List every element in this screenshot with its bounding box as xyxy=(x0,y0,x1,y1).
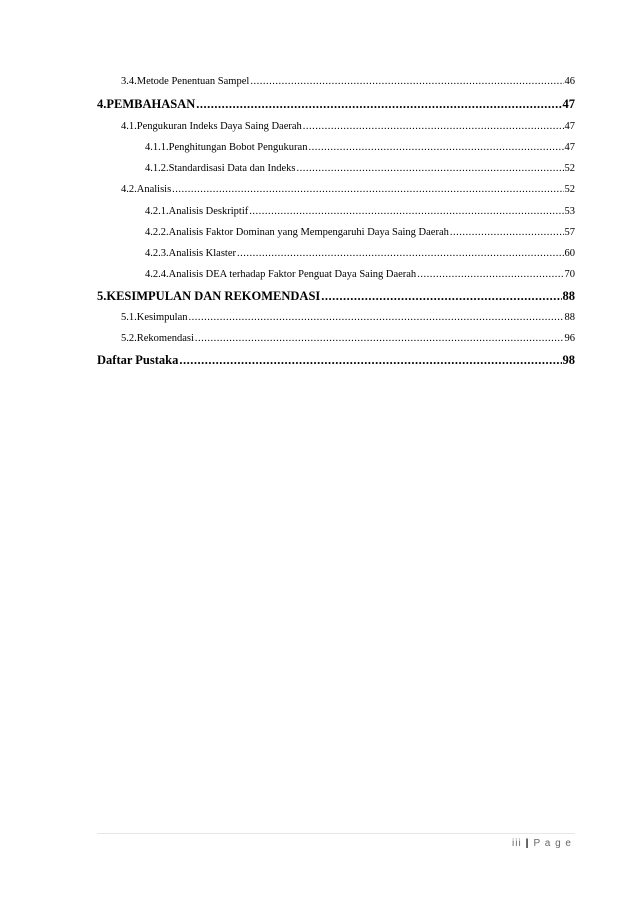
toc-number: 5.1. xyxy=(121,312,137,323)
page-footer xyxy=(512,838,572,849)
toc-number: 4.1.1. xyxy=(145,142,169,153)
toc-title: Analisis xyxy=(136,184,172,195)
toc-page-number: 47 xyxy=(562,97,575,111)
toc-leader-dots xyxy=(237,248,564,259)
toc-number: 4.2.2. xyxy=(145,227,169,238)
footer-separator: | xyxy=(525,838,530,849)
toc-entry-5-2[interactable] xyxy=(121,333,575,344)
toc-entry-5-1[interactable] xyxy=(121,312,575,323)
toc-leader-dots xyxy=(250,76,563,87)
toc-leader-dots xyxy=(308,142,563,153)
toc-leader-dots xyxy=(195,333,564,344)
toc-number: 4. xyxy=(97,97,107,111)
footer-page-label: P a g e xyxy=(533,838,572,849)
toc-leader-dots xyxy=(303,121,564,132)
toc-number: 4.1. xyxy=(121,121,137,132)
toc-number: 4.2.3. xyxy=(145,248,169,259)
toc-page-number: 47 xyxy=(564,142,575,153)
toc-number: 4.2.4. xyxy=(145,269,169,280)
toc-page-number: 70 xyxy=(564,269,575,280)
toc-page-number: 60 xyxy=(564,248,575,259)
toc-title: Analisis Deskriptif xyxy=(168,206,249,217)
toc-title: Analisis Faktor Dominan yang Mempengaruhi Daya Saing Daerah xyxy=(168,227,449,238)
toc-entry-4[interactable] xyxy=(97,97,575,112)
toc-entry-4-2[interactable] xyxy=(121,184,575,195)
toc-title: Metode Penentuan Sampel xyxy=(136,76,250,87)
toc-entry-3-4[interactable] xyxy=(121,76,575,87)
toc-entry-4-2-4[interactable] xyxy=(145,269,575,280)
toc-leader-dots xyxy=(321,289,561,304)
toc-title: KESIMPULAN DAN REKOMENDASI xyxy=(106,289,321,303)
toc-page-number: 52 xyxy=(564,163,575,174)
footer-divider xyxy=(97,833,575,834)
footer-page-number: iii xyxy=(512,838,522,849)
toc-number: 5. xyxy=(97,289,107,303)
toc-page-number: 53 xyxy=(564,206,575,217)
toc-page-number: 88 xyxy=(564,312,575,323)
toc-title: Rekomendasi xyxy=(136,333,194,344)
toc-leader-dots xyxy=(296,163,563,174)
toc-title: Daftar Pustaka xyxy=(97,353,179,367)
toc-number: 4.2. xyxy=(121,184,137,195)
toc-title: Penghitungan Bobot Pengukuran xyxy=(168,142,308,153)
toc-page-number: 98 xyxy=(562,353,575,367)
toc-title: Pengukuran Indeks Daya Saing Daerah xyxy=(136,121,302,132)
toc-page-number: 52 xyxy=(564,184,575,195)
toc-leader-dots xyxy=(189,312,564,323)
toc-number: 3.4. xyxy=(121,76,137,87)
toc-entry-5[interactable] xyxy=(97,289,575,304)
toc-leader-dots xyxy=(417,269,563,280)
toc-leader-dots xyxy=(172,184,563,195)
toc-leader-dots xyxy=(249,206,563,217)
toc-leader-dots xyxy=(450,227,564,238)
toc-page-number: 57 xyxy=(564,227,575,238)
toc-title: Analisis DEA terhadap Faktor Penguat Daya Saing Daerah xyxy=(168,269,417,280)
toc-entry-4-2-2[interactable] xyxy=(145,227,575,238)
toc-number: 4.1.2. xyxy=(145,163,169,174)
toc-entry-daftar-pustaka[interactable] xyxy=(97,353,575,368)
toc-leader-dots xyxy=(196,97,561,112)
toc-page-number: 47 xyxy=(564,121,575,132)
toc-title: Kesimpulan xyxy=(136,312,188,323)
toc-number: 5.2. xyxy=(121,333,137,344)
toc-number: 4.2.1. xyxy=(145,206,169,217)
toc-entry-4-2-3[interactable] xyxy=(145,248,575,259)
toc-entry-4-2-1[interactable] xyxy=(145,206,575,217)
toc-entry-4-1[interactable] xyxy=(121,121,575,132)
toc-page-number: 96 xyxy=(564,333,575,344)
toc-leader-dots xyxy=(179,353,561,368)
toc-entry-4-1-1[interactable] xyxy=(145,142,575,153)
toc-title: Analisis Klaster xyxy=(168,248,236,259)
toc-entry-4-1-2[interactable] xyxy=(145,163,575,174)
toc-page-number: 46 xyxy=(564,76,575,87)
toc-title: PEMBAHASAN xyxy=(106,97,196,111)
toc-title: Standardisasi Data dan Indeks xyxy=(168,163,296,174)
toc-page-number: 88 xyxy=(562,289,575,303)
